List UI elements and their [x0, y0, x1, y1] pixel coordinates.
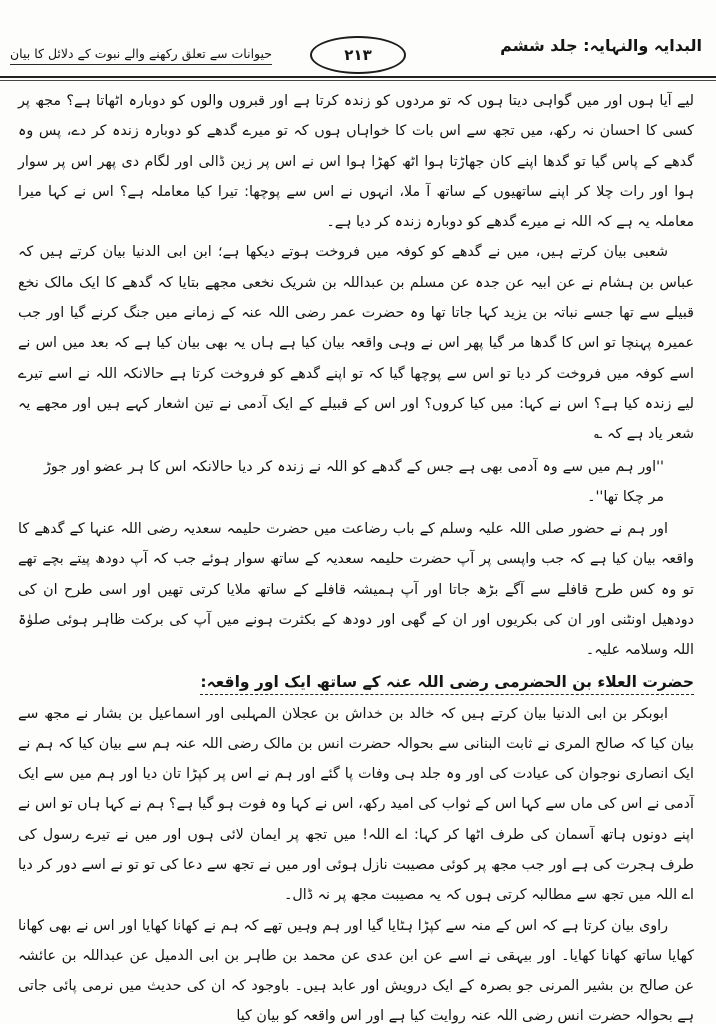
paragraph-ravi-narration: راوی بیان کرتا ہے کہ اس کے منہ سے کپڑا ہٹایا گیا اور ہم وہیں تھے کہ ہم نے کھانا کھایا اور اس نے بھی کھانا کھایا ساتھ کھانا کھایا۔ اور بیہقی نے اسے عن ابن عدی عن محمد بن طاہر بن ابی الدمیل عن عبداللہ بن عائشہ عن صالح بن بشیر المرنی جو بصرہ کے ایک درویش اور عابد ہیں۔ باوجود کہ ان کی حدیث میں نرمی پائی جاتی ہے بحوالہ حضرت انس رضی اللہ عنہ روایت کیا ہے اور اس واقعہ کو بیان کیا: [18, 917, 694, 1024]
paragraph-shabi-narration: شعبی بیان کرتے ہیں، میں نے گدھے کو کوفہ میں فروخت ہوتے دیکھا ہے؛ ابن ابی الدنیا بیان کرتے ہیں کہ عباس بن ہشام نے عن ابیہ عن جدہ عن مسلم بن عبداللہ بن شریک نخعی مجھے بتایا کہ گدھے کا ایک مالک نخع قبیلے سے تھا جسے نباتہ بن یزید کہا جاتا تھا وہ حضرت عمر رضی اللہ عنہ کے زمانے میں جنگ کرنے گیا اور جب عمیرہ پہنچا تو اس کا گدھا مر گیا پھر اس نے وہی واقعہ بیان کیا ہے ہاں یہ بھی بیان کیا ہے کہ بعد میں اس نے اسے کوفہ میں فروخت کر دیا تو اس سے پوچھا گیا کہ تو اپنے گدھے کو فروخت کرتا ہے حالانکہ اللہ نے اسے تیرے لیے زندہ کیا ہے؟ اس نے کہا: میں کیا کروں؟ اور اس کے قبیلے کے ایک آدمی نے تین اشعار کہے ہیں اور مجھے یہ شعر یاد ہے کہ ؎: [18, 244, 694, 443]
page-number: ۲۱۳: [344, 46, 372, 64]
section-heading-text: حضرت العلاء بن الحضرمی رضی اللہ عنہ کے ساتھ ایک اور واقعہ:: [200, 673, 694, 695]
paragraph-abu-bakr-narration: ابوبکر بن ابی الدنیا بیان کرتے ہیں کہ خالد بن خداش بن عجلان المہلبی اور اسماعیل بن بشار نے مجھ سے بیان کیا کہ صالح المری نے ثابت البنانی سے بحوالہ حضرت انس بن مالک رضی اللہ عنہ ہم سے بیان کیا کہ ہم نے ایک انصاری نوجوان کی عیادت کی اور وہ جلد ہی وفات پا گئے اور ہم نے اس پر کپڑا تان دیا اور ہم میں سے ایک آدمی نے اس کی ماں سے کہا اس کے ثواب کی امید رکھ، اس نے کہا وہ فوت ہو گیا ہے؟ ہم نے کہا ہاں تو اس نے اپنے دونوں ہاتھ آسمان کی طرف اٹھا کر کہا: اے اللہ! میں تجھ پر ایمان لائی ہوں اور میں نے تیرے رسول کی طرف ہجرت کی ہے اور جب مجھ پر کوئی مصیبت نازل ہوئی اور میں نے تجھ سے دعا کی تو تو نے اسے دور کر دیا اے اللہ میں تجھ سے مطالبہ کرتی ہوں کہ یہ مصیبت مجھ پر نہ ڈال۔: [18, 705, 694, 904]
book-title: البدایہ والنہایہ: جلد ششم: [500, 36, 702, 55]
paragraph-halima-sadia: اور ہم نے حضور صلی اللہ علیہ وسلم کے باب رضاعت میں حضرت حلیمہ سعدیہ رضی اللہ عنہا کے گدھے کا واقعہ بیان کیا ہے کہ جب واپسی پر آپ حضرت حلیمہ سعدیہ کے ساتھ سوار ہوئے جب کہ آپ دودھ پیتے بچے تھے تو وہ کس طرح قافلے سے آگے بڑھ جاتا اور آپ ہمیشہ قافلے کے ساتھ ملایا کرتی تھیں اور اسی طرح ان کی دودھیل اونٹنی اور ان کی بکریوں اور ان کے گھی اور دودھ کے بکثرت ہونے میں آپ کی برکت ظاہر ہوئی صلوٰۃ اللہ وسلامہ علیہ۔: [18, 521, 694, 659]
page-header: [0, 28, 716, 76]
paragraph-continuation: لیے آیا ہوں اور میں گواہی دیتا ہوں کہ تو مردوں کو زندہ کرتا ہے اور قبروں والوں کو دوبارہ اٹھاتا ہے؟ مجھ پر کسی کا احسان نہ رکھ، میں تجھ سے اس بات کا خواہاں ہوں کہ تو میرے گدھے کو دوبارہ زندہ کر دے، پس وہ گدھے کے پاس گیا تو گدھا اپنے کان جھاڑتا ہوا اٹھ کھڑا ہوا اس نے اس پر زین ڈالی اور لگام دی پھر اس پر سوار ہوا اور رات چلا کر اپنے ساتھیوں کے ساتھ آ ملا، انہوں نے اس سے پوچھا: تیرا کیا معاملہ ہے؟ اس نے کہا میرا معاملہ یہ ہے کہ اللہ نے میرے گدھے کو دوبارہ زندہ کر دیا ہے۔: [18, 93, 694, 231]
chapter-title: حیوانات سے تعلق رکھنے والے نبوت کے دلائل کا بیان: [10, 46, 272, 65]
page-number-badge: [310, 36, 406, 74]
verse-quote: ''اور ہم میں سے وہ آدمی بھی ہے جس کے گدھے کو اللہ نے زندہ کر دیا حالانکہ اس کا ہر عضو اور جوڑ مر چکا تھا''۔: [44, 458, 664, 505]
body-text: [18, 86, 694, 1024]
header-divider-rule: [0, 76, 716, 81]
section-heading: [18, 666, 694, 699]
